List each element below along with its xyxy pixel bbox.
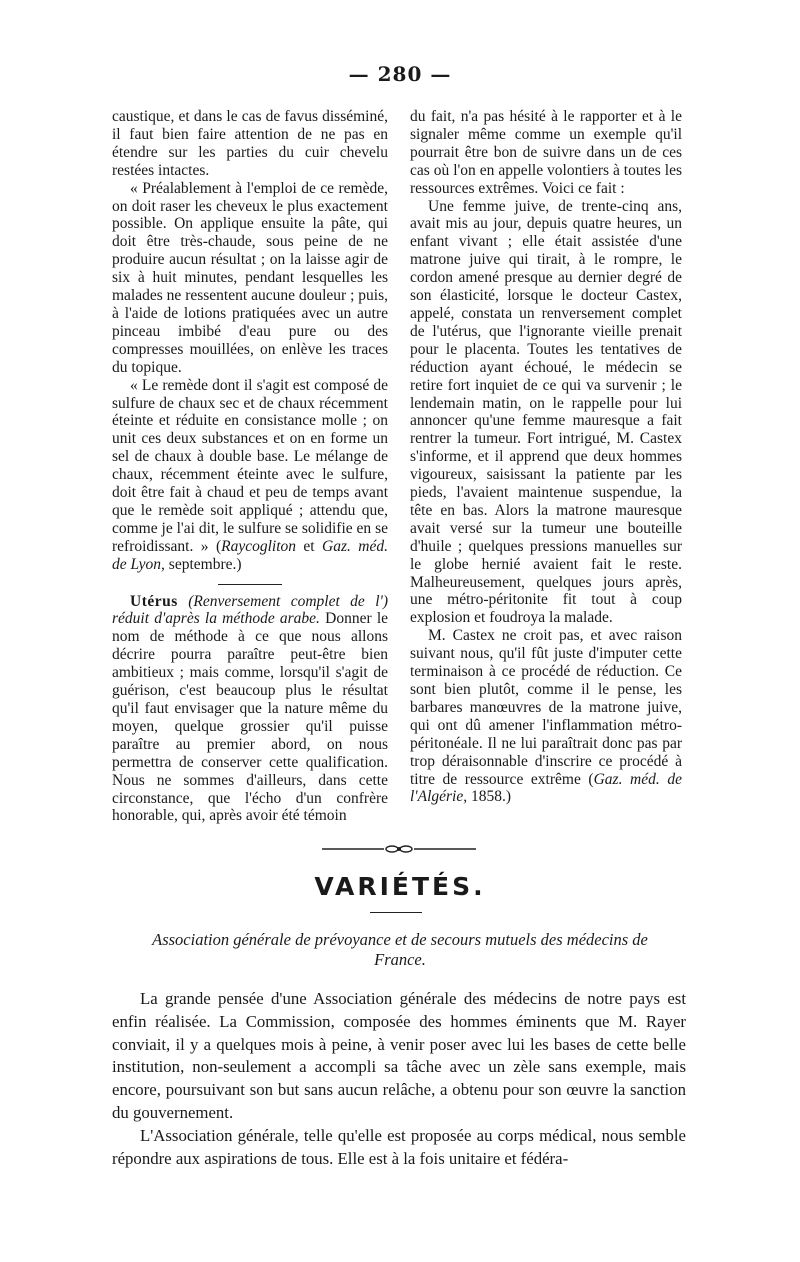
left-column bbox=[112, 108, 388, 825]
title-underline bbox=[370, 912, 422, 913]
right-paragraph-2: Une femme juive, de trente-cinq ans, avait mis au jour, depuis quatre heures, un enfant vivant ; elle était assistée d'une matrone juive qui tirait, à le rompre, le cordon amené presque au dernier degré de son élasticité, lorsque le docteur Castex, appelé, constata un renversement complet de l'utérus, que l'ignorante vieille prenait pour le placenta. Toutes les tentatives de réduction ayant échoué, le médecin se retire fort inquiet de ce qui va survenir ; le lendemain matin, on le rappelle pour lui annoncer qu'une femme mauresque a fait rentrer la tumeur. Fort intrigué, M. Castex s'informe, et il apprend que deux hommes vigoureux, saisissant la patiente par les pieds, l'avaient maintenue suspendue, la tête en bas. Alors la matrone mauresque avait versé sur la tumeur une bouteille d'huile ; quelques pressions manuelles sur le globe hernié avaient fait le reste. Malheureusement, quelques jours après, une métro-péritonite fit tout à coup explosion et foudroya la malade. bbox=[410, 197, 682, 627]
article-title: Association générale de prévoyance et de secours mutuels des médecins de France. bbox=[152, 930, 648, 969]
right-paragraph-3-text: M. Castex ne croit pas, et avec raison suivant nous, qu'il fût juste d'imputer cette terminaison à ce procédé de réduction. Ce sont bien plutôt, comme il le pense, les barbares manœuvres de la matrone juive, qui ont dû amener l'inflammation métro-péritonéale. Il ne lui paraîtrait donc pas par trop déraisonnable d'inscrire ce procédé à titre de ressource extrême ( bbox=[410, 627, 682, 788]
section-divider bbox=[218, 584, 282, 585]
uterus-text: Donner le nom de méthode à ce que nous allons décrire pourra paraître peut-être bien ambitieux ; mais comme, lorsqu'il s'agit de guérison, c'est beaucoup plus le résultat qu'il faut envisager que la nature même du moyen, quelque grossier qu'il puisse paraître au premier abord, on nous permettra de conserver cette qualification. Nous ne sommes d'ailleurs, dans cette circonstance, que l'écho d'un confrère honorable, qui, après avoir été témoin bbox=[112, 610, 389, 825]
page-number: — 280 — bbox=[348, 62, 452, 86]
body-paragraph-1: La grande pensée d'une Association générale des médecins de notre pays est enfin réalisée. La Commission, composée des hommes éminents que M. Rayer conviait, il y a quelques mois à peine, à venir poser avec lui les bases de cette belle institution, non-seulement a accompli sa tâche avec un zèle sans exemple, mais encore, poursuivant son but sans aucun relâche, a obtenu pour son œuvre la sanction du gouvernement. bbox=[112, 989, 686, 1122]
right-column bbox=[410, 108, 682, 806]
reference-journal: Gaz. méd. de Lyon, bbox=[112, 537, 388, 573]
article-body bbox=[112, 988, 686, 1170]
left-paragraph-2: « Préalablement à l'emploi de ce remède, on doit raser les cheveux le plus exactement possible. On applique ensuite la pâte, qui doit être très-chaude, sous peine de ne produire aucun résultat ; on la laisse agir de six à huit minutes, pendant lesquelles les malades ne ressentent aucune douleur ; puis, à l'aide de lotions pratiquées avec un autre pinceau imbibé d'eau pure ou des compresses mouillées, on enlève les traces du topique. bbox=[112, 179, 388, 376]
left-paragraph-3 bbox=[112, 377, 388, 574]
left-paragraph-3-text: « Le remède dont il s'agit est composé de sulfure de chaux sec et de chaux récemment éteinte et réduite en consistance molle ; on unit ces deux substances et on en forme un sel de chaux à double base. Le mélange de chaux, récemment éteinte avec le sulfure, doit être fait à chaud et peu de temps avant que le remède soit appliqué ; attendu que, comme je l'ai dit, le sulfure se solidifie en se refroidissant. » bbox=[112, 376, 388, 555]
reference-close: septembre.) bbox=[164, 555, 242, 573]
left-paragraph-1: caustique, et dans le cas de favus disséminé, il faut bien faire attention de ne pas en étendre sur les parties du cuir chevelu restées intactes. bbox=[112, 108, 388, 179]
reference-author: Raycogliton bbox=[221, 537, 297, 555]
right-paragraph-1: du fait, n'a pas hésité à le rapporter et à le signaler même comme un exemple qu'il pourrait être bon de suivre dans un de ces cas où l'on en appelle volontiers à toutes les ressources extrêmes. Voici ce fait : bbox=[410, 108, 682, 197]
right-reference-journal: Gaz. méd. de l'Algérie, bbox=[410, 770, 682, 806]
body-paragraph-2: L'Association générale, telle qu'elle est proposée au corps médical, nous semble répondre aux aspirations de tous. Elle est à la fois unitaire et fédéra- bbox=[112, 1125, 686, 1168]
uterus-heading: Utérus bbox=[130, 592, 178, 610]
ornament-divider bbox=[322, 843, 476, 855]
uterus-paragraph bbox=[112, 593, 388, 826]
reference-mid: et bbox=[296, 537, 323, 555]
right-paragraph-3 bbox=[410, 627, 682, 806]
right-reference-year: 1858.) bbox=[467, 788, 512, 806]
uterus-subheading: (Renversement complet de l') réduit d'après la méthode arabe. bbox=[112, 592, 388, 628]
section-title: VARIÉTÉS. bbox=[314, 872, 486, 901]
reference-open: ( bbox=[215, 537, 222, 555]
